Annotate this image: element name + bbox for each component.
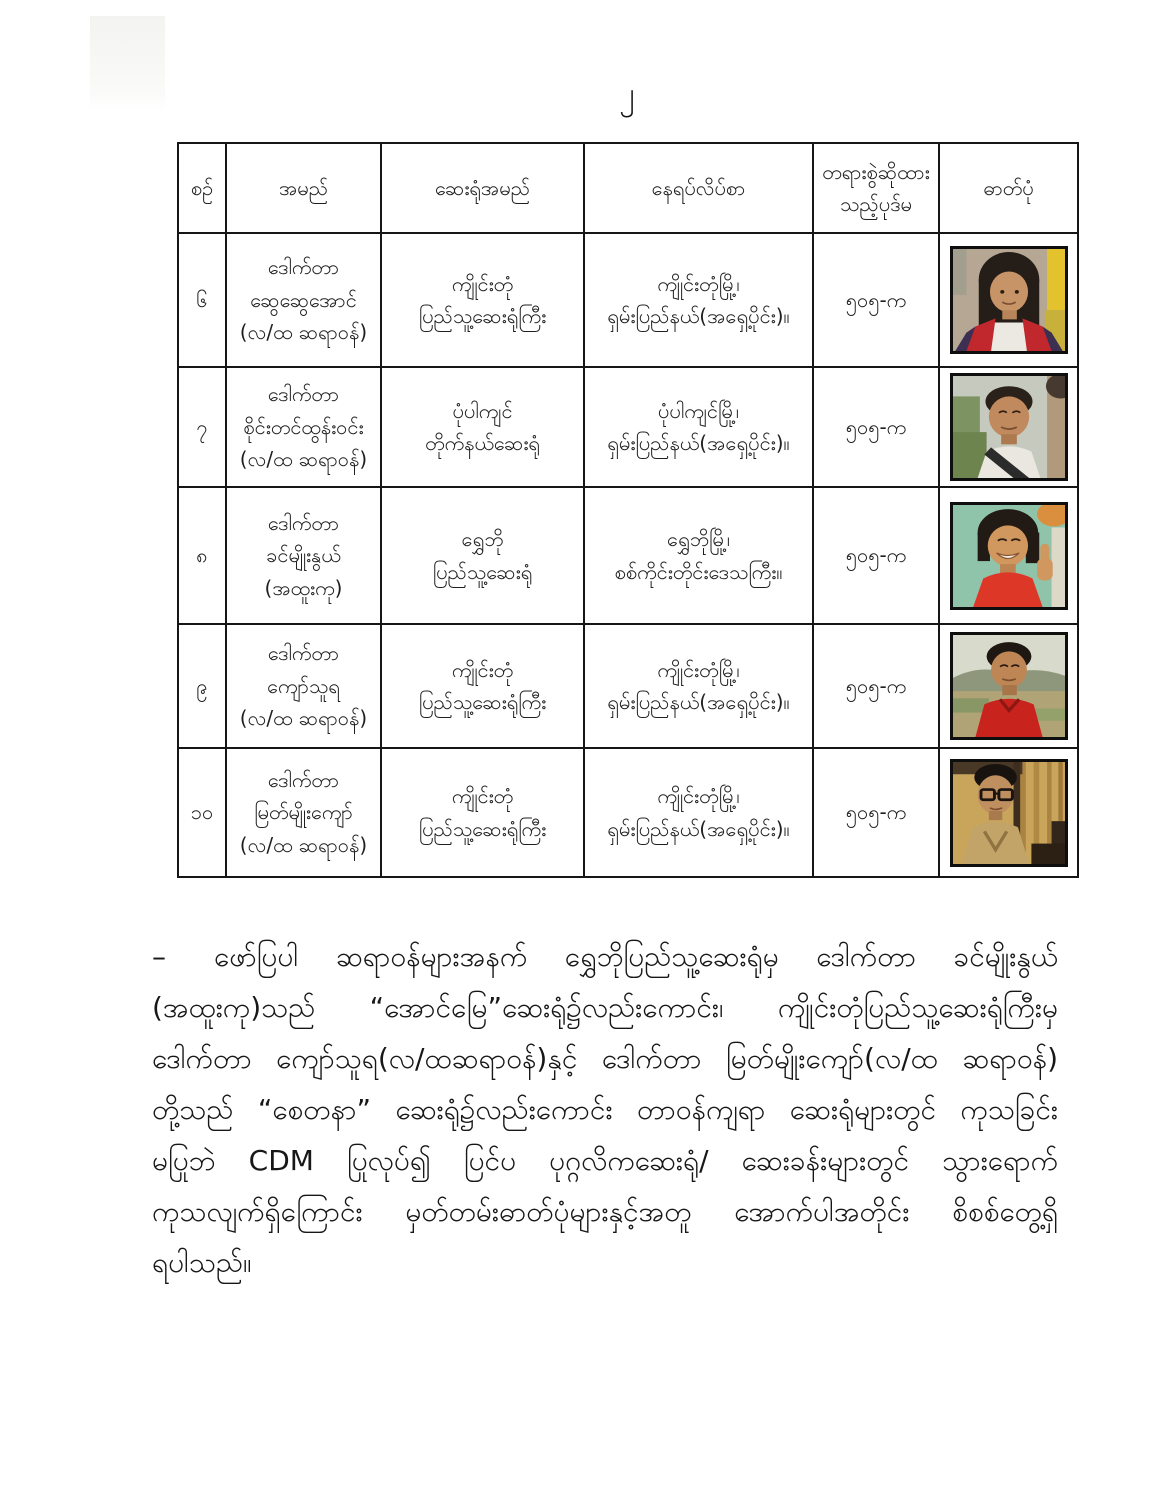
- scan-artifact: [90, 16, 165, 111]
- table-row: [178, 487, 1078, 624]
- doctor-photo: [950, 759, 1068, 867]
- paragraph-line: [152, 931, 1058, 982]
- doctor-name: [226, 367, 381, 487]
- photo-cell: [939, 487, 1078, 624]
- table-header-row: [178, 143, 1078, 233]
- paragraph-line: (အထူးကု)သည် “အောင်မြေ”ဆေးရုံ၌လည်းကောင်း၊ ကျိုင်းတုံပြည်သူ့ဆေးရုံကြီးမှ: [152, 991, 1058, 1024]
- portrait-man-glasses-tan-jacket: [953, 762, 1065, 864]
- header-cell-no: စဥ်: [178, 143, 226, 233]
- header-cell-address: နေရပ်လိပ်စာ: [584, 143, 813, 233]
- photo-cell: [939, 367, 1078, 487]
- doctors-table: [177, 142, 1079, 878]
- portrait-woman-red-jacket: [953, 249, 1065, 351]
- address-line: ရှမ်းပြည်နယ်(အရှေ့ပိုင်း)။: [607, 431, 790, 455]
- charge-section: ၅၀၅-က: [813, 367, 939, 487]
- row-number: ၈: [178, 487, 226, 624]
- doctor-photo: [950, 632, 1068, 740]
- row-number: ၁၀: [178, 748, 226, 877]
- doctor-name-line: ဒေါက်တာ: [267, 641, 340, 666]
- doctor-name-line: ဆွေဆွေအောင်: [250, 287, 357, 312]
- hospital-name-line: တိုက်နယ်ဆေးရုံ: [425, 431, 540, 455]
- table-row: [178, 233, 1078, 367]
- row-number: ၆: [178, 233, 226, 367]
- address: [584, 233, 813, 367]
- charge-section: ၅၀၅-က: [813, 487, 939, 624]
- doctor-name: [226, 487, 381, 624]
- hospital-name: [381, 487, 584, 624]
- hospital-name: [381, 748, 584, 877]
- doctor-name-line: (လ/ထ ဆရာဝန်): [239, 706, 368, 731]
- charge-section: ၅၀၅-က: [813, 233, 939, 367]
- table-row: [178, 748, 1078, 877]
- hospital-name-line: ပြည်သူ့ဆေးရုံ: [432, 559, 533, 584]
- header-cell-photo: ဓာတ်ပုံ: [939, 143, 1078, 233]
- address-line: စစ်ကိုင်းတိုင်းဒေသကြီး။: [614, 559, 783, 584]
- address-line: ကျိုင်းတုံမြို့၊: [657, 657, 740, 682]
- portrait-man-white-tshirt: [953, 376, 1065, 478]
- address-line: ကျိုင်းတုံမြို့၊: [657, 784, 740, 809]
- address-line: ကျိုင်းတုံမြို့၊: [657, 271, 740, 296]
- hospital-name-line: ပြည်သူ့ဆေးရုံကြီး: [418, 690, 547, 714]
- address: [584, 487, 813, 624]
- paragraph-text: ဖော်ပြပါ ဆရာဝန်များအနက် ရွှေဘိုပြည်သူ့ဆေးရုံမှ ဒေါက်တာ ခင်မျိုးနွယ်: [214, 940, 1058, 973]
- doctor-name: [226, 233, 381, 367]
- hospital-name: [381, 624, 584, 748]
- charge-section: ၅၀၅-က: [813, 748, 939, 877]
- hospital-name: [381, 367, 584, 487]
- header-cell-hospital: ဆေးရုံအမည်: [381, 143, 584, 233]
- photo-cell: [939, 233, 1078, 367]
- table-row: [178, 624, 1078, 748]
- address: [584, 624, 813, 748]
- table-row: [178, 367, 1078, 487]
- address-line: ရှမ်းပြည်နယ်(အရှေ့ပိုင်း)။: [607, 304, 790, 328]
- doctor-photo: [950, 502, 1068, 610]
- doctor-name: [226, 748, 381, 877]
- photo-cell: [939, 624, 1078, 748]
- portrait-man-red-polo: [953, 635, 1065, 737]
- paragraph-line: ကုသလျက်ရှိကြောင်း မှတ်တမ်းဓာတ်ပုံများနှင့်အတူ အောက်ပါအတိုင်း စိစစ်တွေ့ရှိ: [152, 1195, 1058, 1228]
- doctor-name-line: မြတ်မျိုးကျော်: [254, 800, 353, 825]
- paragraph-line: တို့သည် “စေတနာ” ဆေးရုံ၌လည်းကောင်း တာဝန်ကျရာ ဆေးရုံများတွင် ကုသခြင်း: [152, 1093, 1058, 1126]
- hospital-name-line: ရွှေဘို: [461, 527, 504, 552]
- doctor-name-line: ခင်မျိုးနွယ်: [266, 543, 341, 568]
- doctor-name-line: ဒေါက်တာ: [267, 255, 340, 280]
- portrait-woman-thumbs-up: [953, 505, 1065, 607]
- header-cell-section: တရားစွဲဆိုထား သည့်ပုဒ်မ: [813, 143, 939, 233]
- row-number: ၉: [178, 624, 226, 748]
- paragraph-line: ဒေါက်တာ ကျော်သူရ(လ/ထဆရာဝန်)နှင့် ဒေါက်တာ မြတ်မျိုးကျော်(လ/ထ ဆရာဝန်): [152, 1042, 1058, 1075]
- doctor-name: [226, 624, 381, 748]
- hospital-name-line: ကျိုင်းတုံ: [451, 784, 514, 809]
- doctor-name-line: (လ/ထ ဆရာဝန်): [239, 320, 368, 345]
- photo-cell: [939, 748, 1078, 877]
- address: [584, 748, 813, 877]
- page-number: ၂: [619, 76, 635, 112]
- doctor-name-line: (အထူးကု): [264, 575, 343, 600]
- address: [584, 367, 813, 487]
- address-line: ရွှေဘိုမြို့၊: [666, 527, 731, 552]
- dash: –: [152, 940, 166, 973]
- hospital-name-line: ပြည်သူ့ဆေးရုံကြီး: [418, 304, 547, 328]
- paragraph-line: မပြုဘဲ CDM ပြုလုပ်၍ ပြင်ပ ပုဂ္ဂလိကဆေးရုံ/ ဆေးခန်းများတွင် သွားရောက်: [152, 1144, 1058, 1177]
- doctor-name-line: ဒေါက်တာ: [267, 382, 340, 407]
- row-number: ၇: [178, 367, 226, 487]
- hospital-name-line: ကျိုင်းတုံ: [451, 271, 514, 296]
- doctor-name-line: စိုင်းတင်ထွန်းဝင်း: [243, 414, 364, 439]
- hospital-name: [381, 233, 584, 367]
- hospital-name-line: ပုံပါကျင်: [452, 398, 513, 423]
- doctor-name-line: ကျော်သူရ: [267, 673, 340, 698]
- paragraph: [152, 931, 1058, 1288]
- hospital-name-line: ပြည်သူ့ဆေးရုံကြီး: [418, 816, 547, 841]
- doctor-name-line: ဒေါက်တာ: [267, 510, 340, 535]
- hospital-name-line: ကျိုင်းတုံ: [451, 657, 514, 682]
- address-line: ရှမ်းပြည်နယ်(အရှေ့ပိုင်း)။: [607, 816, 790, 841]
- doctor-photo: [950, 246, 1068, 354]
- paragraph-line: ရပါသည်။: [152, 1246, 252, 1279]
- header-cell-name: အမည်: [226, 143, 381, 233]
- charge-section: ၅၀၅-က: [813, 624, 939, 748]
- doctor-photo: [950, 373, 1068, 481]
- doctor-name-line: (လ/ထ ဆရာဝန်): [239, 832, 368, 857]
- doctor-name-line: ဒေါက်တာ: [267, 767, 340, 792]
- address-line: ရှမ်းပြည်နယ်(အရှေ့ပိုင်း)။: [607, 690, 790, 714]
- address-line: ပုံပါကျင်မြို့၊: [657, 398, 740, 423]
- doctor-name-line: (လ/ထ ဆရာဝန်): [239, 447, 368, 472]
